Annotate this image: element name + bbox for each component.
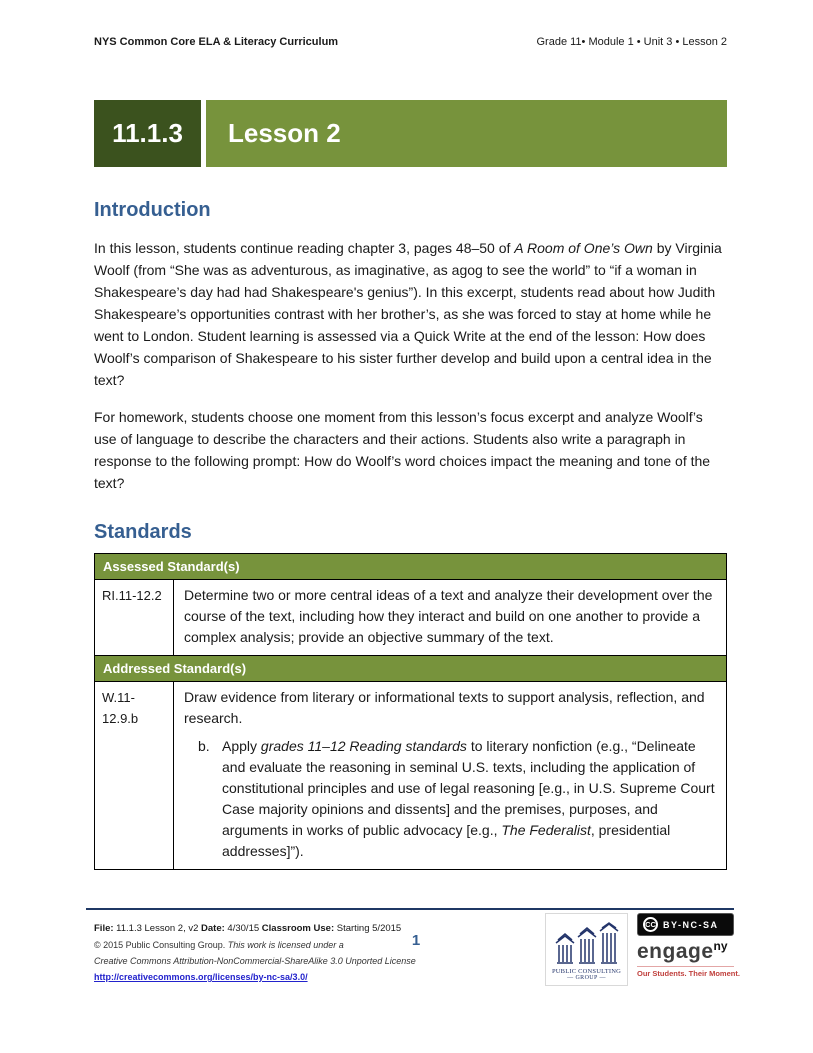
lesson-banner xyxy=(94,100,727,167)
book-title-italic: A Room of One’s Own xyxy=(514,240,653,256)
standards-table xyxy=(94,553,727,870)
standards-title-italic: grades 11–12 Reading standards xyxy=(260,738,467,754)
engageny-logo xyxy=(637,939,740,978)
date-label: Date: xyxy=(201,923,225,934)
assessed-standard-text: Determine two or more central ideas of a text and analyze their development over the course of the text, including how they interact and build on one another to provide a complex analysis; provide an objective summary of the text. xyxy=(174,580,727,656)
assessed-standard-code: RI.11-12.2 xyxy=(95,580,174,656)
federalist-title-italic: The Federalist xyxy=(501,822,591,838)
sub-text-run: to literary nonfiction (e.g., “Delineate and evaluate the reasoning in seminal U.S. texts, including the application of constitutional principles and use of legal reasoning [e.g., in U.S. Supreme Court Case majority opinions and dissents] and the premises, purposes, and arguments in works of public advocacy [e.g., xyxy=(222,738,715,838)
running-header xyxy=(94,36,727,48)
engage-tagline: Our Students. Their Moment. xyxy=(637,969,740,978)
assessed-standards-header: Assessed Standard(s) xyxy=(95,554,727,580)
addressed-standard-text xyxy=(174,682,727,870)
lesson-title-bar: Lesson 2 xyxy=(206,100,727,167)
header-curriculum-title: NYS Common Core ELA & Literacy Curriculum xyxy=(94,36,339,48)
introduction-paragraph-2: For homework, students choose one moment from this lesson’s focus excerpt and analyze Woolf’s use of language to describe the characters and their actions. Students also write a paragraph in response to the following prompt: How do Woolf’s word choices impact the meaning and tone of the text? xyxy=(94,409,711,491)
addressed-standard-code: W.11-12.9.b xyxy=(95,682,174,870)
file-value: 11.1.3 Lesson 2, v2 xyxy=(113,923,202,934)
main-content xyxy=(94,198,727,870)
public-consulting-group-logo xyxy=(545,913,628,986)
addressed-standard-main-text: Draw evidence from literary or informational texts to support analysis, reflection, and research. xyxy=(184,689,705,726)
assessed-standards-header-row xyxy=(95,554,727,580)
footer-logos xyxy=(545,913,740,986)
license-text-start: This work is licensed under a xyxy=(227,940,344,950)
engage-wordmark: engage xyxy=(637,940,714,963)
page-number: 1 xyxy=(411,932,421,949)
pcg-columns-icon xyxy=(554,922,620,966)
sub-item-text xyxy=(222,736,716,862)
date-value: 4/30/15 xyxy=(224,923,262,934)
header-lesson-breadcrumb: Grade 11• Module 1 • Unit 3 • Lesson 2 xyxy=(536,36,727,48)
pcg-logo-text: PUBLIC CONSULTING xyxy=(551,967,622,975)
file-label: File: xyxy=(94,923,114,934)
cc-license-badge xyxy=(637,913,734,936)
addressed-standards-header: Addressed Standard(s) xyxy=(95,656,727,682)
engage-ny-superscript: ny xyxy=(713,939,728,953)
cc-license-label: BY-NC-SA xyxy=(663,919,719,930)
copyright-text: © 2015 Public Consulting Group. xyxy=(94,940,228,950)
intro-p1-text-cont: by Virginia Woolf (from “She was as adventurous, as imaginative, as agog to see the world” to “if a woman in Shakespeare’s day had had Shakespeare's genius”). In this excerpt, students read about how Judith Shakespeare’s opportunities contrast with her brother’s, as she was forced to stay at home while he went to London. Student learning is assessed via a Quick Write at the end of the lesson: How does Woolf’s comparison of Shakespeare to his sister further develop and build upon a central idea in the text? xyxy=(94,240,722,388)
intro-p1-text: In this lesson, students continue reading chapter 3, pages 48–50 of xyxy=(94,240,515,256)
engage-divider-line xyxy=(637,966,734,967)
sub-item-label: b. xyxy=(198,738,210,754)
classroom-use-label: Classroom Use: xyxy=(261,923,335,934)
sub-text-run: , presidential addresses]”). xyxy=(222,822,671,859)
license-and-engageny-logos xyxy=(637,913,740,986)
addressed-standards-header-row xyxy=(95,656,727,682)
pcg-logo-subtext: — GROUP — xyxy=(567,974,606,981)
lesson-code-box: 11.1.3 xyxy=(94,100,201,167)
sub-text-run: Apply xyxy=(222,738,261,754)
footer-file-info xyxy=(94,921,464,986)
classroom-use-value: Starting 5/2015 xyxy=(334,923,402,934)
footer-license-line: Creative Commons Attribution-NonCommercial-ShareAlike 3.0 Unported License xyxy=(94,956,416,966)
footer-divider-rule xyxy=(86,908,734,910)
cc-icon: CC xyxy=(643,917,658,932)
introduction-heading: Introduction xyxy=(94,199,211,221)
standards-heading: Standards xyxy=(94,521,192,543)
addressed-standard-sub-item xyxy=(184,736,716,862)
assessed-standard-row xyxy=(95,580,727,656)
addressed-standard-row xyxy=(95,682,727,870)
creative-commons-link[interactable]: http://creativecommons.org/licenses/by-nc-sa/3.0/ xyxy=(94,972,308,982)
introduction-paragraph-1 xyxy=(94,237,727,391)
